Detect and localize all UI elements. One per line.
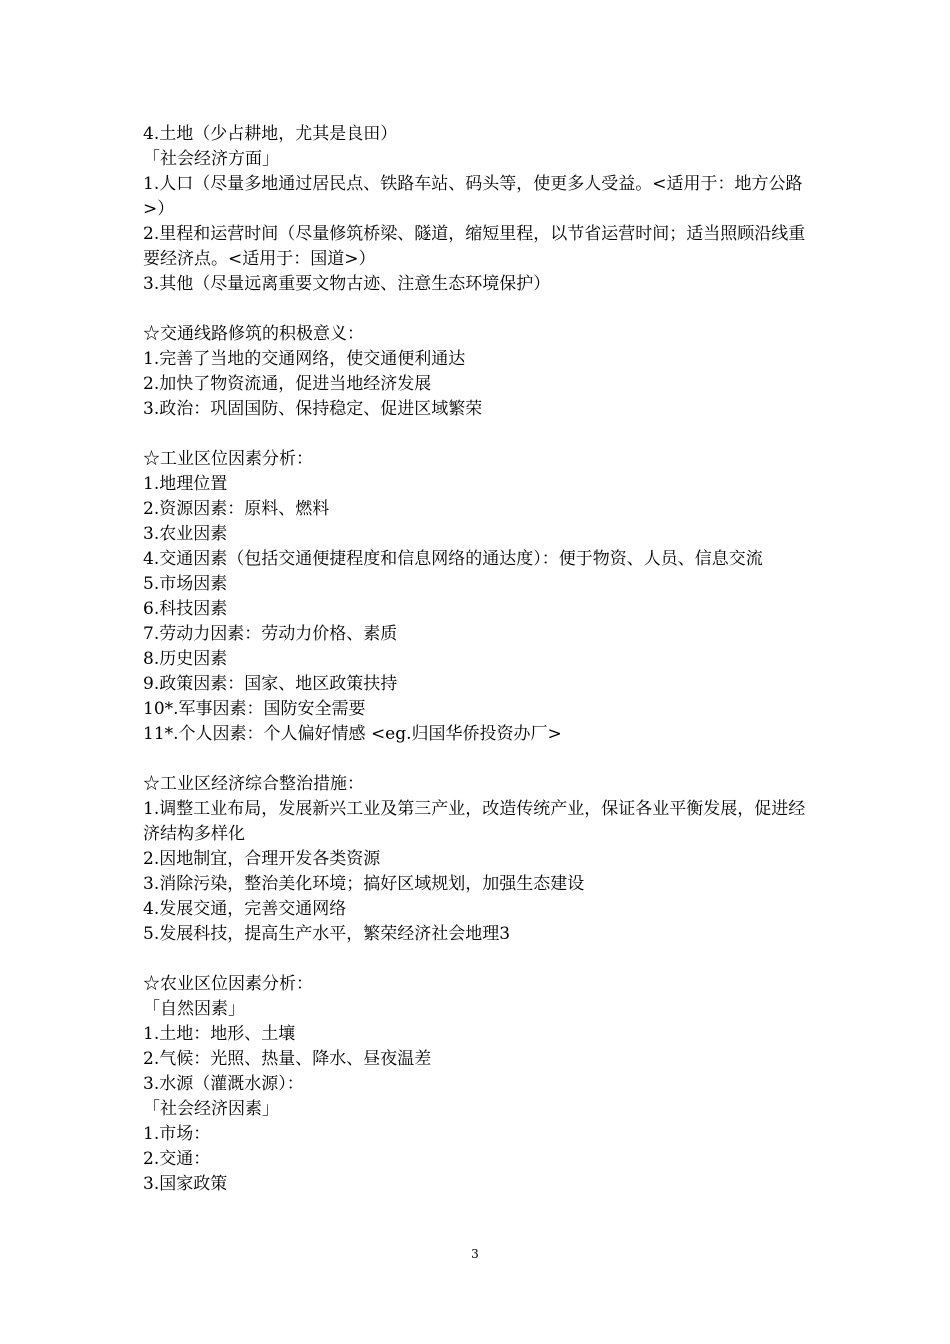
section-heading: ☆农业区位因素分析： xyxy=(143,974,313,994)
subsection-label: 「社会经济方面」 xyxy=(143,149,279,169)
text-line: 3.其他（尽量远离重要文物古迹、注意生态环境保护） xyxy=(143,274,551,294)
blank-line xyxy=(143,422,815,447)
subsection-label: 「社会经济因素」 xyxy=(143,1099,279,1119)
section-heading: ☆工业区经济综合整治措施： xyxy=(143,774,364,794)
text-line: 7.劳动力因素：劳动力价格、素质 xyxy=(143,624,398,644)
text-line: 3.水源（灌溉水源）： xyxy=(143,1074,304,1094)
text-line: 1.调整工业布局，发展新兴工业及第三产业，改造传统产业，保证各业平衡发展，促进经济结构多样化 xyxy=(143,799,806,844)
text-line: 3.国家政策 xyxy=(143,1174,228,1194)
blank-line xyxy=(143,747,815,772)
text-line: 4.发展交通，完善交通网络 xyxy=(143,899,347,919)
text-line: 2.资源因素：原料、燃料 xyxy=(143,499,330,519)
text-line: 1.土地：地形、土壤 xyxy=(143,1024,296,1044)
text-line: 2.里程和运营时间（尽量修筑桥梁、隧道，缩短里程，以节省运营时间；适当照顾沿线重要经济点。<适用于：国道>） xyxy=(143,224,806,269)
text-line: 2.因地制宜，合理开发各类资源 xyxy=(143,849,381,869)
section-heading: ☆工业区位因素分析： xyxy=(143,449,313,469)
page-number: 3 xyxy=(471,1247,479,1261)
text-line: 5.发展科技，提高生产水平，繁荣经济社会地理3 xyxy=(143,924,511,944)
text-line: 1.地理位置 xyxy=(143,474,228,494)
text-line: 2.交通： xyxy=(143,1149,211,1169)
text-line: 1.市场： xyxy=(143,1124,211,1144)
subsection-label: 「自然因素」 xyxy=(143,999,245,1019)
document-body xyxy=(143,122,815,1197)
text-line: 2.气候：光照、热量、降水、昼夜温差 xyxy=(143,1049,432,1069)
text-line: 4.土地（少占耕地，尤其是良田） xyxy=(143,124,398,144)
text-line: 1.人口（尽量多地通过居民点、铁路车站、码头等，使更多人受益。<适用于：地方公路>） xyxy=(143,174,803,219)
text-line: 9.政策因素：国家、地区政策扶持 xyxy=(143,674,398,694)
text-line: 3.消除污染，整治美化环境；搞好区域规划，加强生态建设 xyxy=(143,874,585,894)
text-line: 8.历史因素 xyxy=(143,649,228,669)
section-heading: ☆交通线路修筑的积极意义： xyxy=(143,324,364,344)
text-line: 6.科技因素 xyxy=(143,599,228,619)
text-line: 10*.军事因素：国防安全需要 xyxy=(143,699,366,719)
text-line: 2.加快了物资流通，促进当地经济发展 xyxy=(143,374,432,394)
text-line: 5.市场因素 xyxy=(143,574,228,594)
text-line: 1.完善了当地的交通网络，使交通便利通达 xyxy=(143,349,466,369)
text-line: 3.农业因素 xyxy=(143,524,228,544)
text-line: 4.交通因素（包括交通便捷程度和信息网络的通达度）：便于物资、人员、信息交流 xyxy=(143,549,763,569)
blank-line xyxy=(143,297,815,322)
text-line: 3.政治：巩固国防、保持稳定、促进区域繁荣 xyxy=(143,399,483,419)
blank-line xyxy=(143,947,815,972)
text-line: 11*.个人因素：个人偏好情感 <eg.归国华侨投资办厂> xyxy=(143,724,562,744)
